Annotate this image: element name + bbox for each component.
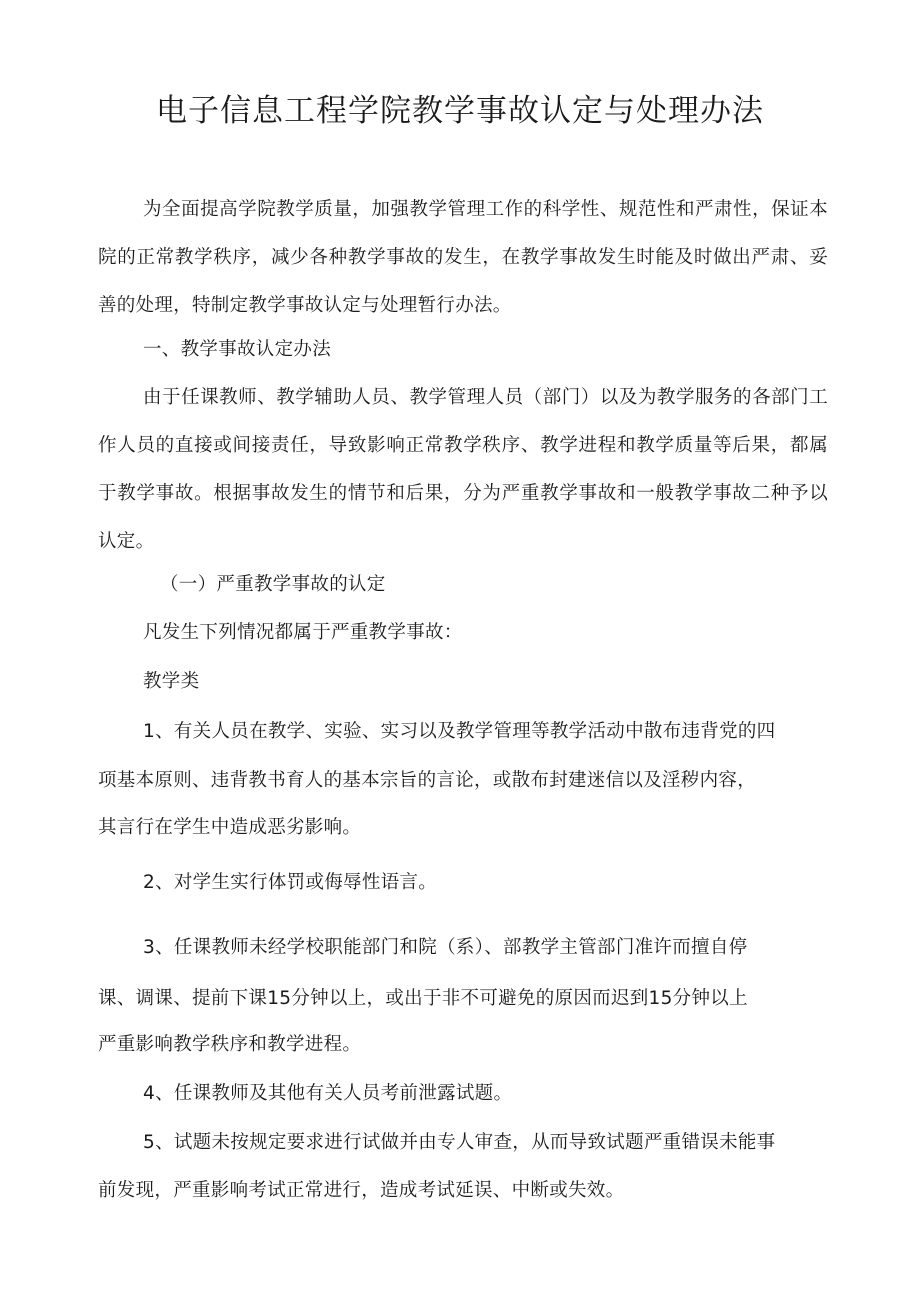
category-label: 教学类 [143, 671, 200, 692]
item-1-line-2: 项基本原则、违背教书育人的基本宗旨的言论，或散布封建迷信以及淫秽内容， [98, 770, 757, 791]
subsection-intro: 凡发生下列情况都属于严重教学事故： [143, 622, 463, 643]
intro-paragraph: 为全面提高学院教学质量，加强教学管理工作的科学性、规范性和严肃性，保证本院的正常教学秩序，减少各种教学事故的发生，在教学事故发生时能及时做出严肃、妥善的处理，特制定教学事故认定与处理暂行办法。 [98, 199, 828, 316]
item-1-line-3: 其言行在学生中造成恶劣影响。 [98, 817, 362, 838]
item-5-line-2: 前发现，严重影响考试正常进行，造成考试延误、中断或失效。 [98, 1180, 625, 1201]
item-5-line-1: 5、试题未按规定要求进行试做并由专人审查，从而导致试题严重错误未能事 [143, 1132, 776, 1153]
item-2-line-1: 2、对学生实行体罚或侮辱性语言。 [143, 872, 438, 893]
document-title: 电子信息工程学院教学事故认定与处理办法 [156, 93, 764, 129]
item-4-line-1: 4、任课教师及其他有关人员考前泄露试题。 [143, 1083, 513, 1104]
section-heading: 一、教学事故认定办法 [143, 339, 332, 360]
subsection-heading: （一）严重教学事故的认定 [160, 574, 386, 595]
section-paragraph: 由于任课教师、教学辅助人员、教学管理人员（部门）以及为教学服务的各部门工作人员的直接或间接责任，导致影响正常教学秩序、教学进程和教学质量等后果，都属于教学事故。根据事故发生的情节和后果，分为严重教学事故和一般教学事故二种予以认定。 [98, 387, 828, 552]
item-3-line-1: 3、任课教师未经学校职能部门和院（系）、部教学主管部门准许而擅自停 [143, 937, 748, 958]
item-3-line-2: 课、调课、提前下课15分钟以上，或出于非不可避免的原因而迟到15分钟以上 [98, 988, 748, 1009]
item-3-line-3: 严重影响教学秩序和教学进程。 [98, 1034, 362, 1055]
item-1-line-1: 1、有关人员在教学、实验、实习以及教学管理等教学活动中散布违背党的四 [143, 721, 776, 742]
